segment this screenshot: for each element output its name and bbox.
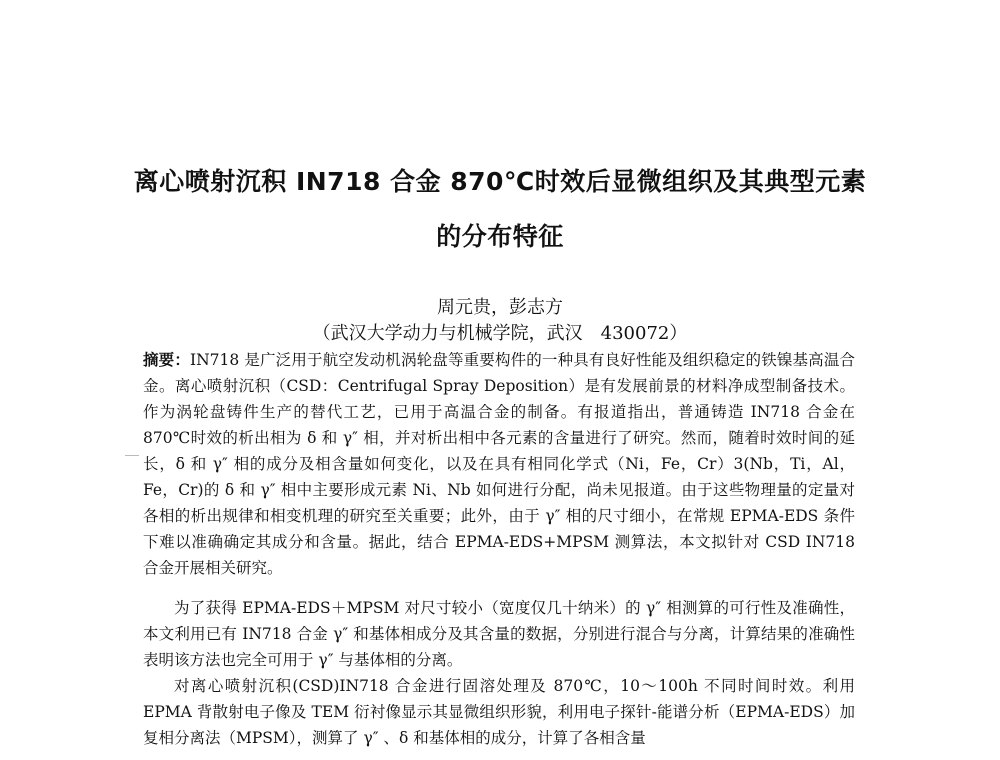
scan-artifact <box>125 455 139 456</box>
body-paragraph-2: 为了获得 EPMA-EDS＋MPSM 对尺寸较小（宽度仅几十纳米）的 γ″ 相测算的可行性及准确性，本文利用已有 IN718 合金 γ″ 和基体相成分及其含量的数据，分别进行混合与分离，计算结果的准确性表明该方法也完全可用于 γ″ 与基体相的分离。 <box>143 599 855 669</box>
body-paragraph-3: 对离心喷射沉积(CSD)IN718 合金进行固溶处理及 870℃，10～100h 不同时间时效。利用 EPMA 背散射电子像及 TEM 衍衬像显示其显微组织形貌，利用电子探针-能谱分析（EPMA-EDS）加复相分离法（MPSM），测算了 γ″ 、δ 和基体相的成分，计算了各相含量 <box>143 677 855 747</box>
authors: 周元贵，彭志方 <box>437 297 563 318</box>
paper-title-line-2: 的分布特征 <box>436 222 564 251</box>
paper-title-line-1: 离心喷射沉积 IN718 合金 870℃时效后显微组织及其典型元素 <box>133 167 867 196</box>
affiliation: （武汉大学动力与机械学院，武汉 430072） <box>312 323 688 344</box>
abstract-paragraph <box>143 347 855 581</box>
abstract-label: 摘要： <box>143 350 190 369</box>
abstract-text: IN718 是广泛用于航空发动机涡轮盘等重要构件的一种具有良好性能及组织稳定的铁镍基高温合金。离心喷射沉积（CSD：Centrifugal Spray Deposition）是有发展前景的材料净成型制备技术。作为涡轮盘铸件生产的替代工艺，已用于高温合金的制备。有报道指出，普通铸造 IN718 合金在 870℃时效的析出相为 δ 和 γ″ 相，并对析出相中各元素的含量进行了研究。然而，随着时效时间的延长，δ 和 γ″ 相的成分及相含量如何变化，以及在具有相同化学式（Ni，Fe，Cr）3(Nb，Ti，Al，Fe，Cr)的 δ 和 γ″ 相中主要形成元素 Ni、Nb 如何进行分配，尚未见报道。由于这些物理量的定量对各相的析出规律和相变机理的研究至关重要；此外，由于 γ″ 相的尺寸细小，在常规 EPMA-EDS 条件下难以准确确定其成分和含量。据此，结合 EPMA-EDS+MPSM 测算法，本文拟针对 CSD IN718 合金开展相关研究。 <box>143 351 855 577</box>
